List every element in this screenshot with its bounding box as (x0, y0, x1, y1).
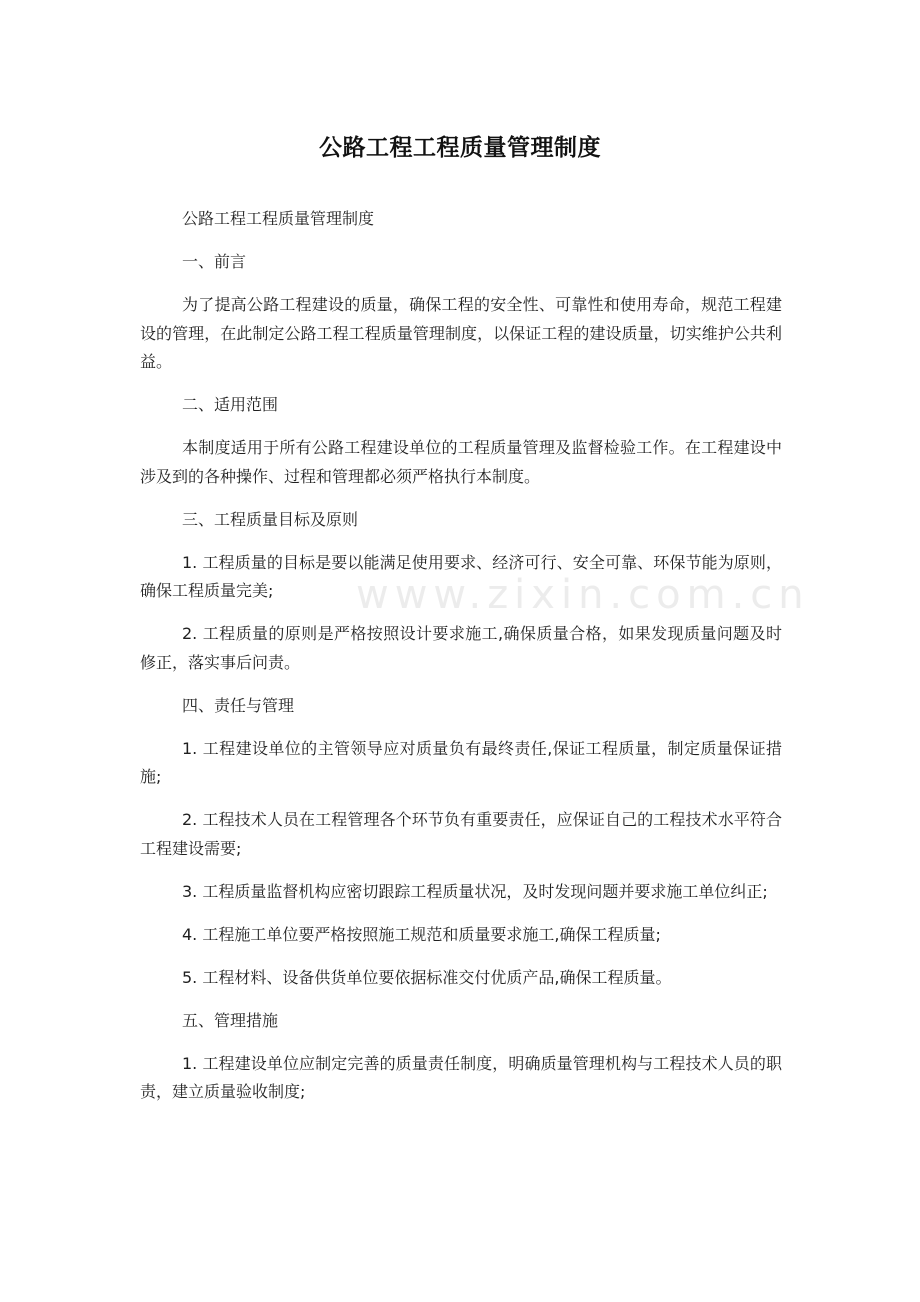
paragraph: 本制度适用于所有公路工程建设单位的工程质量管理及监督检验工作。在工程建设中涉及到的各种操作、过程和管理都必须严格执行本制度。 (140, 438, 782, 486)
paragraph: 为了提高公路工程建设的质量，确保工程的安全性、可靠性和使用寿命，规范工程建设的管理，在此制定公路工程工程质量管理制度，以保证工程的建设质量，切实维护公共利益。 (140, 295, 782, 371)
list-item: 2. 工程技术人员在工程管理各个环节负有重要责任，应保证自己的工程技术水平符合工程建设需要; (140, 810, 782, 858)
list-item: 4. 工程施工单位要严格按照施工规范和质量要求施工,确保工程质量; (182, 924, 661, 944)
section-heading: 五、管理措施 (182, 1010, 279, 1030)
section-heading: 二、适用范围 (182, 395, 279, 414)
list-item: 3. 工程质量监督机构应密切跟踪工程质量状况，及时发现问题并要求施工单位纠正; (182, 881, 768, 901)
list-item: 5. 工程材料、设备供货单位要依据标准交付优质产品,确保工程质量。 (182, 967, 672, 987)
section-heading: 三、工程质量目标及原则 (182, 509, 359, 529)
section-heading: 一、前言 (182, 252, 247, 271)
document-title: 公路工程工程质量管理制度 (319, 135, 601, 161)
watermark: www.zixin.com.cn (356, 572, 810, 618)
document-body (140, 205, 782, 1121)
list-item: 1. 工程建设单位应制定完善的质量责任制度，明确质量管理机构与工程技术人员的职责，建立质量验收制度; (140, 1053, 782, 1101)
list-item: 1. 工程质量的目标是要以能满足使用要求、经济可行、安全可靠、环保节能为原则，确保工程质量完美; (140, 552, 782, 600)
paragraph: 公路工程工程质量管理制度 (182, 209, 375, 228)
list-item: 2. 工程质量的原则是严格按照设计要求施工,确保质量合格，如果发现质量问题及时修正，落实事后问责。 (140, 624, 782, 672)
list-item: 1. 工程建设单位的主管领导应对质量负有最终责任,保证工程质量，制定质量保证措施; (140, 738, 782, 786)
section-heading: 四、责任与管理 (182, 695, 295, 715)
